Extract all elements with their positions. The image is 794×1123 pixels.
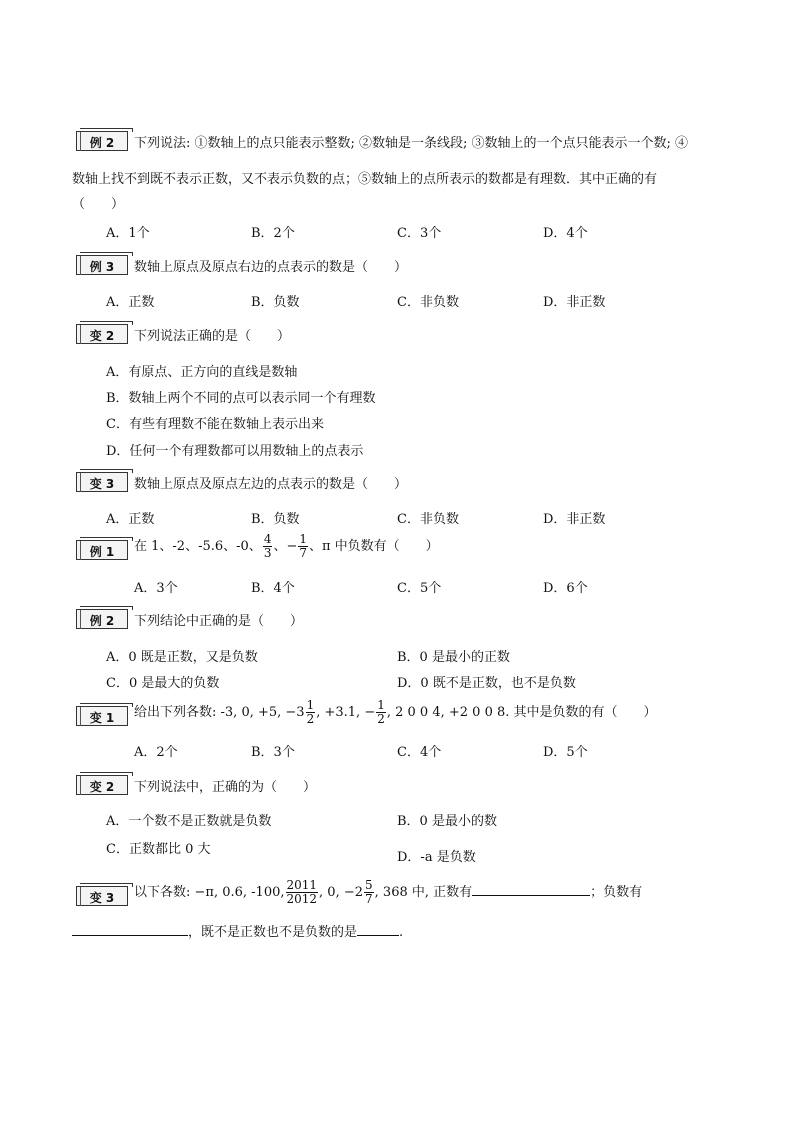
question-tag: 例 2 xyxy=(76,131,128,151)
question-tag: 变 2 xyxy=(76,775,128,795)
option-a[interactable]: A．3个 xyxy=(134,581,178,596)
question-tag: 变 3 xyxy=(76,472,128,492)
answer-blank-negative[interactable] xyxy=(72,923,188,936)
option-c[interactable]: C．0 是最大的负数 xyxy=(106,676,220,691)
option-c[interactable]: C．3个 xyxy=(397,226,442,241)
option-b[interactable]: B．负数 xyxy=(251,295,300,310)
question-tag: 例 3 xyxy=(76,255,128,275)
option-c[interactable]: C．5个 xyxy=(397,581,442,596)
option-a[interactable]: A．0 既是正数，又是负数 xyxy=(106,650,258,665)
question-1-line-2: 数轴上找不到既不表示正数，又不表示负数的点；⑤数轴上的点所表示的数都是有理数．其中正确的有 xyxy=(72,172,658,187)
option-a[interactable]: A．有原点、正方向的直线是数轴 xyxy=(106,365,298,380)
option-d[interactable]: D．6个 xyxy=(543,581,588,596)
option-d[interactable]: D．4个 xyxy=(543,226,588,241)
option-b[interactable]: B．0 是最小的数 xyxy=(397,814,497,829)
question-tag: 例 1 xyxy=(76,540,128,560)
option-b[interactable]: B．负数 xyxy=(251,512,300,527)
option-d[interactable]: D．5个 xyxy=(543,745,588,760)
question-stem: 下列说法: ①数轴上的点只能表示整数; ②数轴是一条线段; ③数轴上的一个点只能表示一个数; ④ xyxy=(134,136,689,151)
option-c[interactable]: C．4个 xyxy=(397,745,442,760)
fraction: $\frac{1}{2}$ xyxy=(306,698,315,726)
option-c[interactable]: C．有些有理数不能在数轴上表示出来 xyxy=(106,417,324,432)
option-a[interactable]: A．正数 xyxy=(106,512,155,527)
option-b[interactable]: B．0 是最小的正数 xyxy=(397,650,510,665)
question-stem: 以下各数: −π, 0.6, -100, $\frac{2011}{2012}$ , 0, −2 $\frac{5}{7}$ , 368 中, 正数有 ；负数有 xyxy=(134,878,643,906)
question-tag: 变 2 xyxy=(76,324,128,344)
question-stem: 下列说法正确的是（ ） xyxy=(134,329,291,344)
option-d[interactable]: D．0 既不是正数，也不是负数 xyxy=(397,676,576,691)
option-c[interactable]: C．正数都比 0 大 xyxy=(106,842,211,857)
fraction: $\frac{2011}{2012}$ xyxy=(286,878,318,906)
question-9-line-2: ，既不是正数也不是负数的是 . xyxy=(72,921,403,940)
question-stem: 在 1、-2、-5.6、-0、 $\frac{4}{3}$ 、− $\frac{1}{7}$ 、π 中负数有（ ） xyxy=(134,532,439,560)
fraction: $\frac{1}{7}$ xyxy=(299,532,307,560)
option-a[interactable]: A．一个数不是正数就是负数 xyxy=(106,814,272,829)
option-d[interactable]: D．非正数 xyxy=(543,512,606,527)
answer-blank-positive[interactable] xyxy=(472,883,590,896)
option-d[interactable]: D．非正数 xyxy=(543,295,606,310)
option-a[interactable]: A．正数 xyxy=(106,295,155,310)
answer-blank-neither[interactable] xyxy=(357,923,399,936)
option-b[interactable]: B．4个 xyxy=(251,581,295,596)
question-1-paren: （ ） xyxy=(72,197,125,212)
option-b[interactable]: B．2个 xyxy=(251,226,295,241)
fraction: $\frac{1}{2}$ xyxy=(377,698,385,726)
option-b[interactable]: B．3个 xyxy=(251,745,295,760)
question-stem: 数轴上原点及原点左边的点表示的数是（ ） xyxy=(134,477,408,492)
option-d[interactable]: D．-a 是负数 xyxy=(397,850,476,865)
question-tag: 例 2 xyxy=(76,609,128,629)
question-tag: 变 3 xyxy=(76,886,128,906)
option-c[interactable]: C．非负数 xyxy=(397,295,459,310)
option-c[interactable]: C．非负数 xyxy=(397,512,459,527)
option-a[interactable]: A．2个 xyxy=(134,745,178,760)
question-tag: 变 1 xyxy=(76,706,128,726)
question-stem: 给出下列各数: -3, 0, +5, −3 $\frac{1}{2}$ , +3.1, − $\frac{1}{2}$ , 2 0 0 4, +2 0 0 8. 其中是负数的有（ ） xyxy=(134,698,657,726)
question-stem: 下列结论中正确的是（ ） xyxy=(134,614,304,629)
option-b[interactable]: B．数轴上两个不同的点可以表示同一个有理数 xyxy=(106,391,376,406)
fraction: $\frac{4}{3}$ xyxy=(263,532,272,560)
fraction: $\frac{5}{7}$ xyxy=(365,878,373,906)
question-stem: 下列说法中，正确的为（ ） xyxy=(134,780,317,795)
question-stem: 数轴上原点及原点右边的点表示的数是（ ） xyxy=(134,260,408,275)
option-a[interactable]: A．1个 xyxy=(106,226,150,241)
option-d[interactable]: D．任何一个有理数都可以用数轴上的点表示 xyxy=(106,444,364,459)
